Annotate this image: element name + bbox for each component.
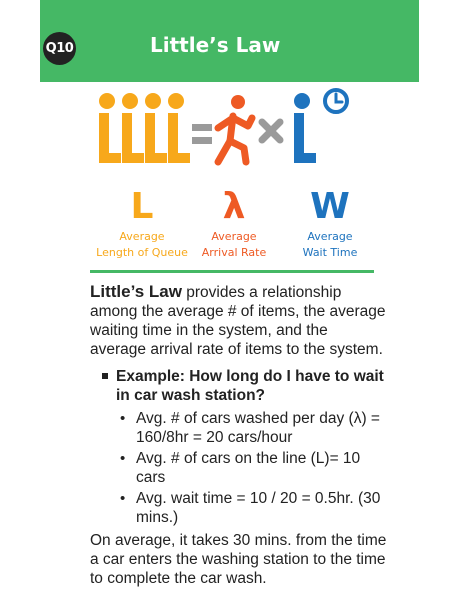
- caption-line2: Length of Queue: [96, 246, 188, 259]
- caption-wait-time: [260, 229, 400, 261]
- intro-text: provides a relationship among the average # of items, the average waiting time in the system, and the average arrival rate of items to the system.: [90, 284, 386, 358]
- caption-line2: Arrival Rate: [201, 246, 267, 259]
- question-number-badge: Q10: [43, 32, 76, 65]
- walking-person-icon: [218, 95, 252, 162]
- caption-line1: Average: [307, 230, 353, 243]
- section-divider: [90, 270, 374, 273]
- times-icon: [262, 122, 280, 140]
- page-title: Little’s Law: [150, 33, 281, 57]
- conclusion-paragraph: On average, it takes 30 mins. from the time a car enters the washing station to the time to complete the car wash.: [90, 532, 387, 587]
- people-queue-icon: [99, 93, 190, 163]
- equals-icon: [192, 124, 212, 144]
- explanation-text: [90, 282, 388, 588]
- list-item: • Avg. wait time = 10 / 20 = 0.5hr. (30 mins.): [120, 489, 388, 527]
- example-item: [102, 367, 388, 527]
- list-item: • Avg. # of cars on the line (L)= 10 cars: [120, 449, 388, 487]
- example-label: Example: How long do I have to wait in car wash station?: [116, 368, 384, 404]
- caption-line1: Average: [211, 230, 257, 243]
- example-list: [90, 367, 388, 527]
- list-item: • Avg. # of cars washed per day (λ) = 160/8hr = 20 cars/hour: [120, 409, 388, 447]
- symbol-l: L: [130, 186, 154, 227]
- caption-line1: Average: [119, 230, 165, 243]
- intro-paragraph: [90, 282, 388, 359]
- symbol-lambda: λ: [222, 186, 246, 227]
- formula-illustration: [0, 86, 463, 186]
- caption-line2: Wait Time: [302, 246, 358, 259]
- symbol-w: W: [310, 186, 350, 227]
- person-with-clock-icon: [294, 90, 347, 163]
- intro-term: Little’s Law: [90, 282, 182, 301]
- example-bullets: [116, 409, 388, 527]
